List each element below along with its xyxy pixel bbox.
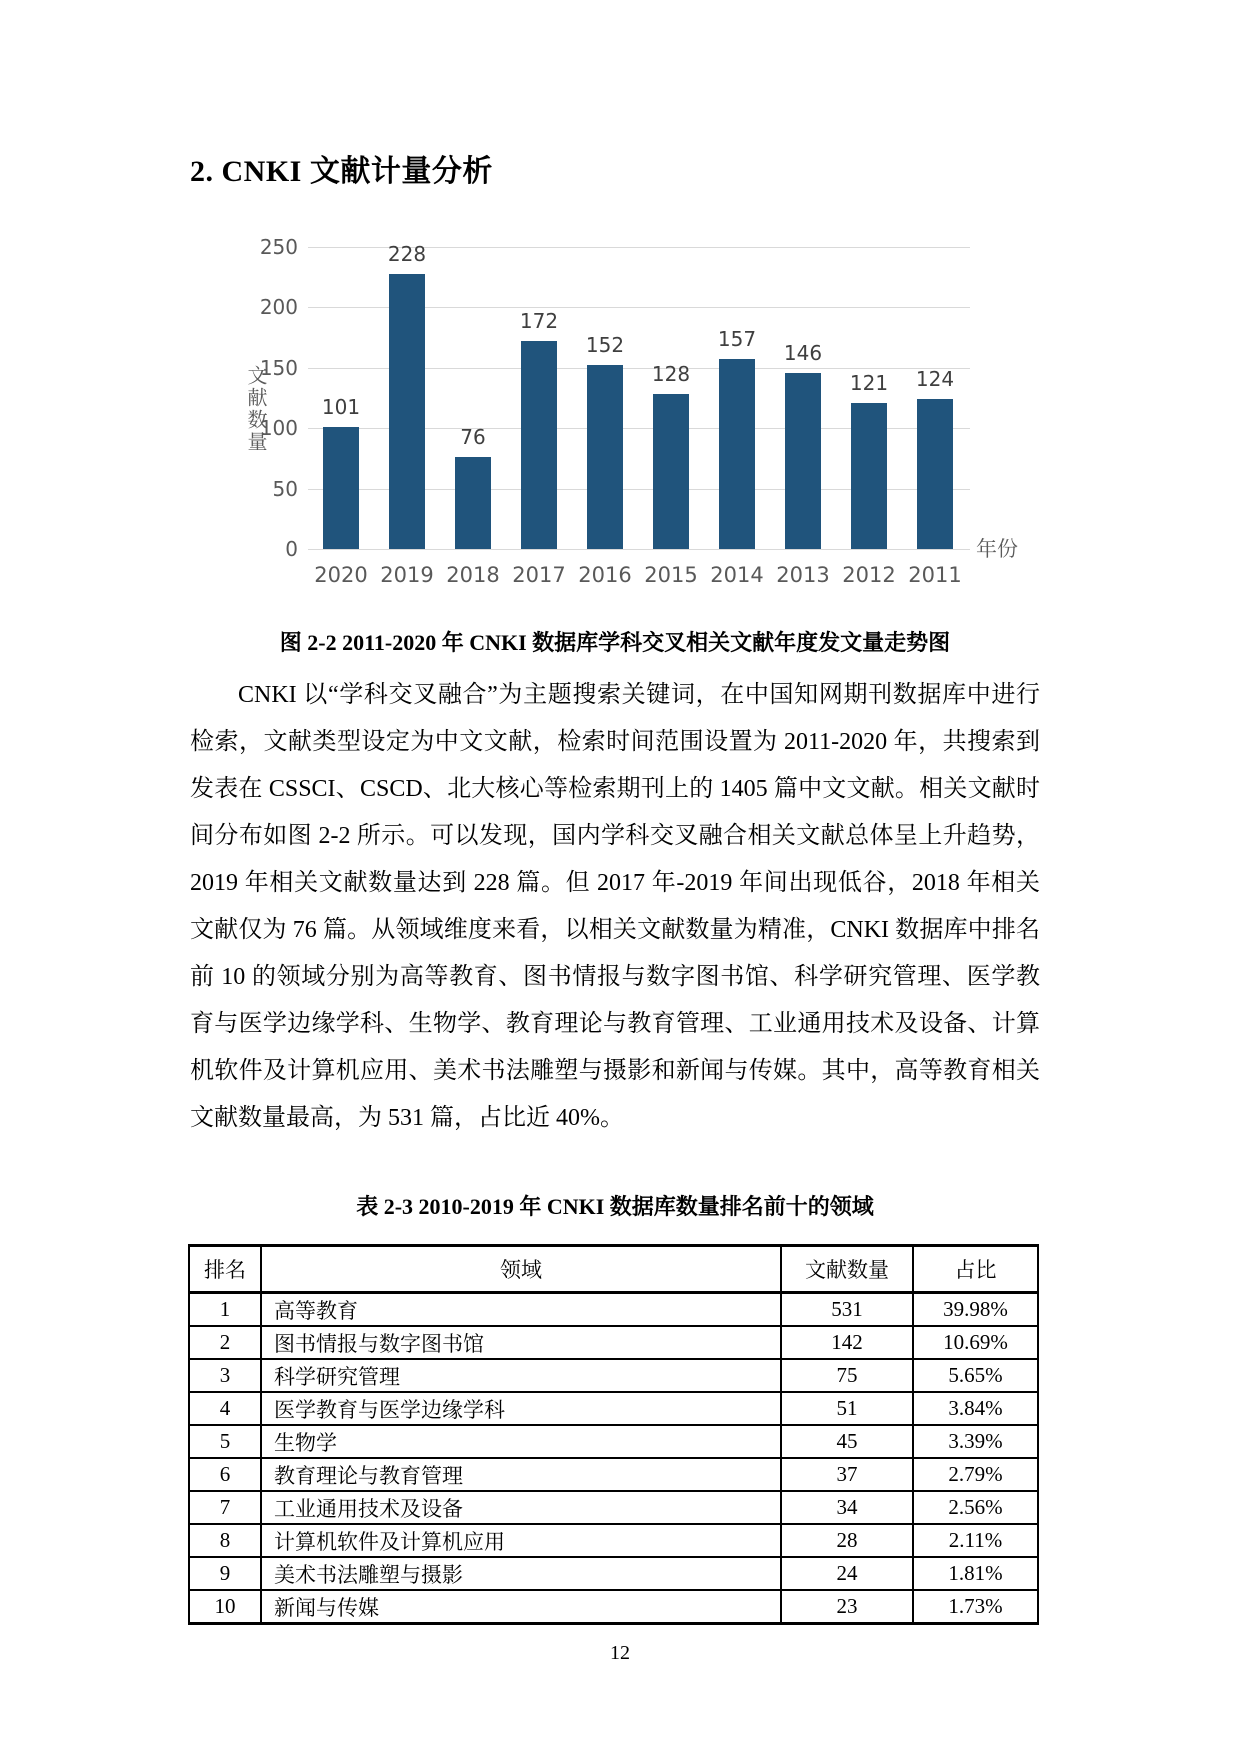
table-row — [189, 1425, 1038, 1458]
table-cell: 45 — [781, 1425, 913, 1458]
chart-plot-area — [259, 235, 968, 587]
table-caption: 表 2-3 2010-2019 年 CNKI 数据库数量排名前十的领域 — [356, 1194, 874, 1219]
ranking-table — [188, 1244, 1039, 1625]
paragraph-line: 机软件及计算机应用、美术书法雕塑与摄影和新闻与传媒。其中，高等教育相关 — [190, 1058, 1040, 1084]
table-cell: 51 — [781, 1392, 913, 1425]
table-row — [189, 1458, 1038, 1491]
table-cell: 新闻与传媒 — [261, 1590, 781, 1624]
table-cell: 2.56% — [913, 1491, 1038, 1524]
bar-chart — [240, 235, 1040, 607]
page-number: 12 — [610, 1642, 630, 1664]
x-tick-label: 2014 — [710, 563, 764, 587]
table-cell: 3 — [189, 1359, 261, 1392]
bar-slot — [506, 247, 572, 549]
table-cell: 531 — [781, 1293, 913, 1327]
bar-slot — [440, 247, 506, 549]
y-axis-title: 文献数量 — [244, 365, 268, 453]
bar-slot — [572, 247, 638, 549]
table-cell: 高等教育 — [261, 1293, 781, 1327]
table-row — [189, 1557, 1038, 1590]
table-row — [189, 1326, 1038, 1359]
table-cell: 10.69% — [913, 1326, 1038, 1359]
bar-2018 — [455, 457, 491, 549]
table-cell: 1.81% — [913, 1557, 1038, 1590]
table-header-cell: 文献数量 — [781, 1246, 913, 1293]
table-cell: 5 — [189, 1425, 261, 1458]
bar-value-label: 124 — [915, 367, 955, 391]
table-cell: 科学研究管理 — [261, 1359, 781, 1392]
table-cell: 23 — [781, 1590, 913, 1624]
y-tick-label: 0 — [285, 537, 298, 561]
bar-value-label: 76 — [460, 425, 486, 449]
table-row — [189, 1392, 1038, 1425]
section-heading: 2. CNKI 文献计量分析 — [190, 155, 493, 188]
table-header-row — [189, 1246, 1038, 1293]
bar-slot — [638, 247, 704, 549]
table-cell: 3.84% — [913, 1392, 1038, 1425]
table-cell: 教育理论与教育管理 — [261, 1458, 781, 1491]
table-cell: 2.79% — [913, 1458, 1038, 1491]
table-cell: 8 — [189, 1524, 261, 1557]
bar-value-label: 152 — [585, 333, 625, 357]
x-tick-label: 2012 — [842, 563, 896, 587]
paragraph-line: 文献数量最高，为 531 篇，占比近 40%。 — [190, 1105, 624, 1131]
table-cell: 24 — [781, 1557, 913, 1590]
table-cell: 1 — [189, 1293, 261, 1327]
table-cell: 34 — [781, 1491, 913, 1524]
table-cell: 6 — [189, 1458, 261, 1491]
table-row — [189, 1359, 1038, 1392]
bar-2016 — [587, 365, 623, 549]
table-cell: 3.39% — [913, 1425, 1038, 1458]
table-cell: 142 — [781, 1326, 913, 1359]
bar-2017 — [521, 341, 557, 549]
table-row — [189, 1491, 1038, 1524]
table-header-cell: 占比 — [913, 1246, 1038, 1293]
bar-value-label: 172 — [519, 309, 559, 333]
bar-slot — [374, 242, 440, 549]
table-cell: 5.65% — [913, 1359, 1038, 1392]
x-tick-label: 2019 — [380, 563, 434, 587]
table-cell: 医学教育与医学边缘学科 — [261, 1392, 781, 1425]
table-cell: 37 — [781, 1458, 913, 1491]
gridline — [308, 549, 970, 550]
bar-slot — [902, 247, 968, 549]
x-tick-label: 2018 — [446, 563, 500, 587]
table-header-cell: 领域 — [261, 1246, 781, 1293]
table-cell: 计算机软件及计算机应用 — [261, 1524, 781, 1557]
table-cell: 39.98% — [913, 1293, 1038, 1327]
table-cell: 28 — [781, 1524, 913, 1557]
table-cell: 美术书法雕塑与摄影 — [261, 1557, 781, 1590]
table-cell: 生物学 — [261, 1425, 781, 1458]
table-cell: 4 — [189, 1392, 261, 1425]
x-tick-label: 2020 — [314, 563, 368, 587]
table-row — [189, 1293, 1038, 1327]
bar-2011 — [917, 399, 953, 549]
bar-2012 — [851, 403, 887, 549]
bar-slot — [308, 247, 374, 549]
table-cell: 1.73% — [913, 1590, 1038, 1624]
y-tick-label: 150 — [259, 355, 298, 380]
table-cell: 7 — [189, 1491, 261, 1524]
x-tick-label: 2016 — [578, 563, 632, 587]
bar-2013 — [785, 373, 821, 549]
bar-2014 — [719, 359, 755, 549]
bar-value-label: 228 — [387, 242, 427, 266]
y-tick-label: 200 — [259, 295, 298, 320]
paragraph-line: 文献仅为 76 篇。从领域维度来看，以相关文献数量为精准，CNKI 数据库中排名 — [190, 917, 1040, 943]
bar-slot — [836, 247, 902, 549]
paragraph-line: 发表在 CSSCI、CSCD、北大核心等检索期刊上的 1405 篇中文文献。相关文献时 — [190, 776, 1040, 802]
paragraph-line: 检索，文献类型设定为中文文献，检索时间范围设置为 2011-2020 年，共搜索到 — [190, 729, 1040, 755]
x-tick-label: 2011 — [908, 563, 962, 587]
table-cell: 工业通用技术及设备 — [261, 1491, 781, 1524]
body-paragraph — [190, 672, 1040, 1142]
paragraph-line: 前 10 的领域分别为高等教育、图书情报与数字图书馆、科学研究管理、医学教 — [190, 964, 1040, 990]
paragraph-line: 间分布如图 2-2 所示。可以发现，国内学科交叉融合相关文献总体呈上升趋势， — [190, 823, 1040, 849]
bar-2019 — [389, 274, 425, 549]
bar-slot — [704, 247, 770, 549]
figure-caption: 图 2-2 2011-2020 年 CNKI 数据库学科交叉相关文献年度发文量走势图 — [279, 630, 951, 655]
y-tick-label: 100 — [259, 416, 298, 441]
table-cell: 10 — [189, 1590, 261, 1624]
y-tick-label: 250 — [259, 235, 298, 259]
x-tick-label: 2015 — [644, 563, 698, 587]
table-cell: 2.11% — [913, 1524, 1038, 1557]
x-tick-label: 2017 — [512, 563, 566, 587]
table-cell: 75 — [781, 1359, 913, 1392]
table-cell: 图书情报与数字图书馆 — [261, 1326, 781, 1359]
table-row — [189, 1590, 1038, 1624]
bar-value-label: 128 — [651, 362, 691, 386]
table-cell: 2 — [189, 1326, 261, 1359]
bar-value-label: 157 — [717, 327, 757, 351]
y-tick-label: 50 — [272, 476, 298, 501]
table-row — [189, 1524, 1038, 1557]
bar-value-label: 101 — [321, 395, 361, 419]
x-axis-title: 年份 — [976, 537, 1018, 561]
paragraph-line: 2019 年相关文献数量达到 228 篇。但 2017 年-2019 年间出现低谷，2018 年相关 — [190, 870, 1040, 896]
table-cell: 9 — [189, 1557, 261, 1590]
bar-value-label: 146 — [783, 341, 823, 365]
paragraph-line: CNKI 以“学科交叉融合”为主题搜索关键词，在中国知网期刊数据库中进行 — [238, 682, 1040, 708]
bar-value-label: 121 — [849, 371, 889, 395]
bar-2015 — [653, 394, 689, 549]
bar-slot — [770, 247, 836, 549]
bar-2020 — [323, 427, 359, 549]
table-header-cell: 排名 — [189, 1246, 261, 1293]
x-tick-label: 2013 — [776, 563, 830, 587]
paragraph-line: 育与医学边缘学科、生物学、教育理论与教育管理、工业通用技术及设备、计算 — [190, 1011, 1040, 1037]
